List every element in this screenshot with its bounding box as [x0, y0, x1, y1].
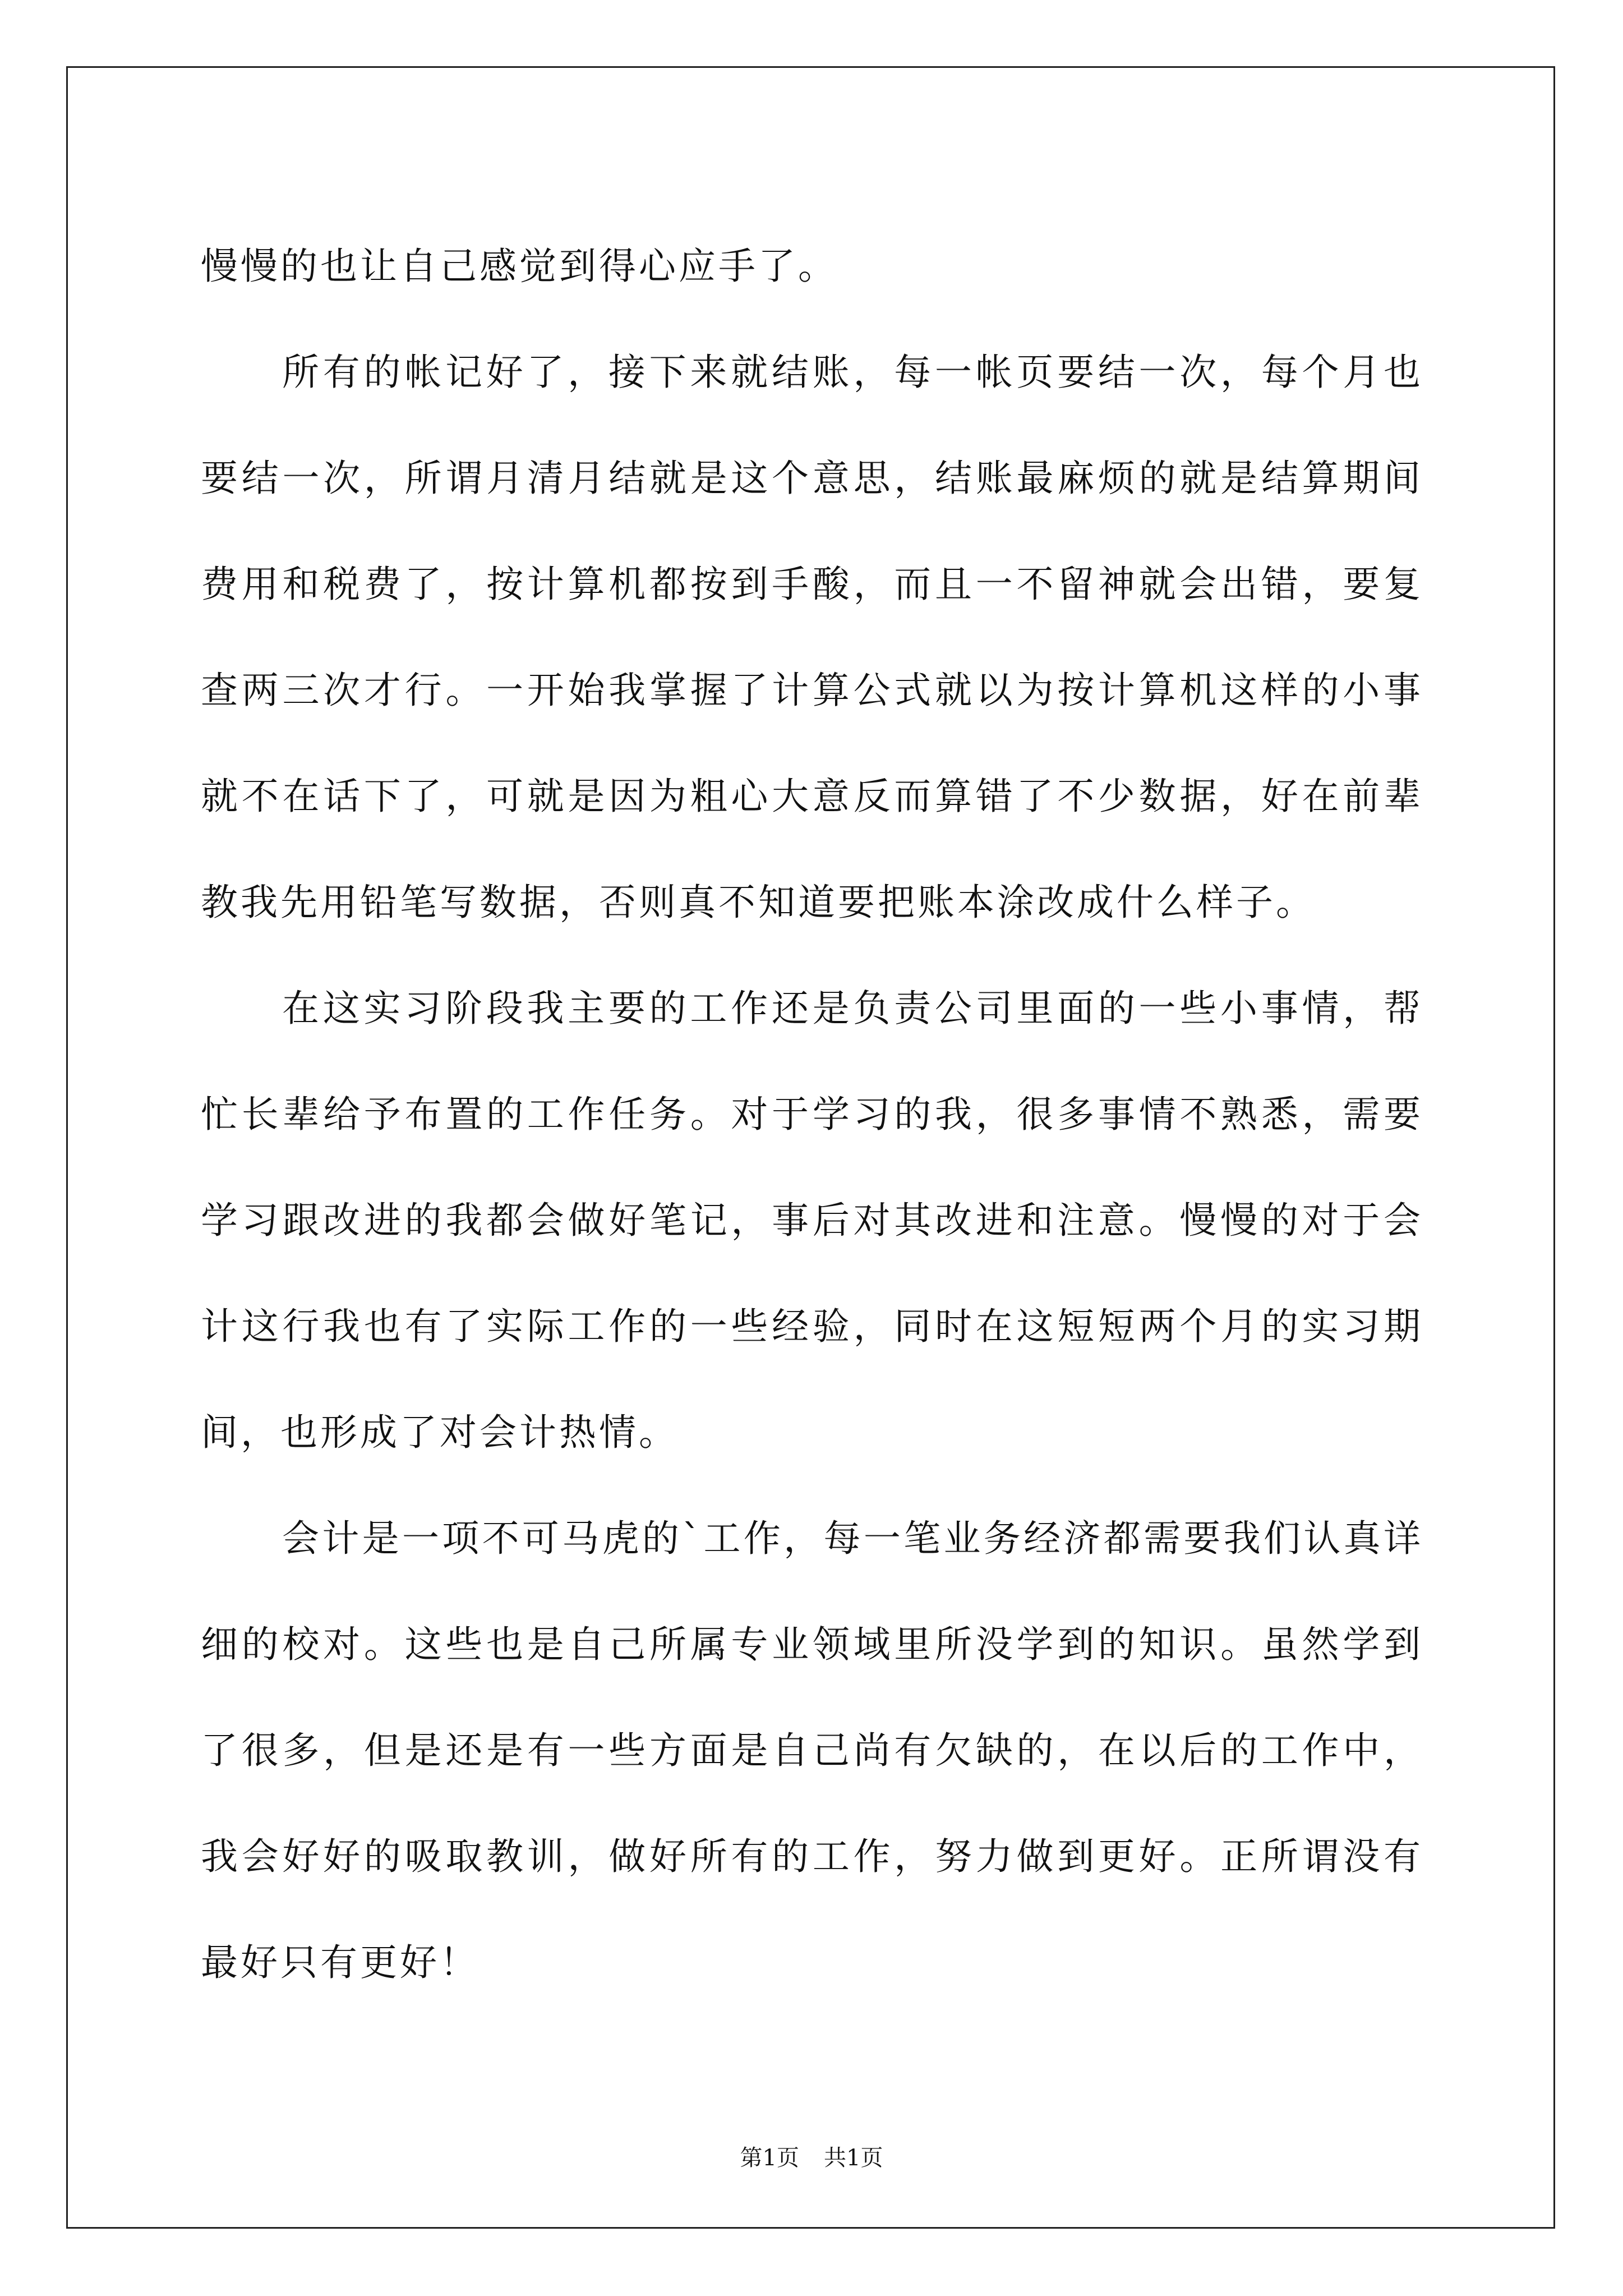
document-body — [201, 213, 1423, 2016]
paragraph-conclusion: 会计是一项不可马虎的`工作，每一笔业务经济都需要我们认真详细的校对。这些也是自己所属专业领域里所没学到的知识。虽然学到了很多，但是还是有一些方面是自己尚有欠缺的，在以后的工作中，我会好好的吸取教训，做好所有的工作，努力做到更好。正所谓没有最好只有更好！ — [201, 1517, 1423, 1984]
page-number: 第1页 — [740, 2145, 799, 2171]
page-footer — [0, 2140, 1623, 2172]
paragraph-internship-work: 在这实习阶段我主要的工作还是负责公司里面的一些小事情，帮忙长辈给予布置的工作任务。对于学习的我，很多事情不熟悉，需要学习跟改进的我都会做好笔记，事后对其改进和注意。慢慢的对于会计这行我也有了实际工作的一些经验，同时在这短短两个月的实习期间，也形成了对会计热情。 — [201, 987, 1423, 1454]
paragraph-bookkeeping: 所有的帐记好了，接下来就结账，每一帐页要结一次，每个月也要结一次，所谓月清月结就是这个意思，结账最麻烦的就是结算期间费用和税费了，按计算机都按到手酸，而且一不留神就会出错，要复查两三次才行。一开始我掌握了计算公式就以为按计算机这样的小事就不在话下了，可就是因为粗心大意反而算错了不少数据，好在前辈教我先用铅笔写数据，否则真不知道要把账本涂改成什么样子。 — [201, 351, 1423, 924]
page-total: 共1页 — [824, 2145, 883, 2171]
paragraph-continuation: 慢慢的也让自己感觉到得心应手了。 — [201, 245, 838, 288]
